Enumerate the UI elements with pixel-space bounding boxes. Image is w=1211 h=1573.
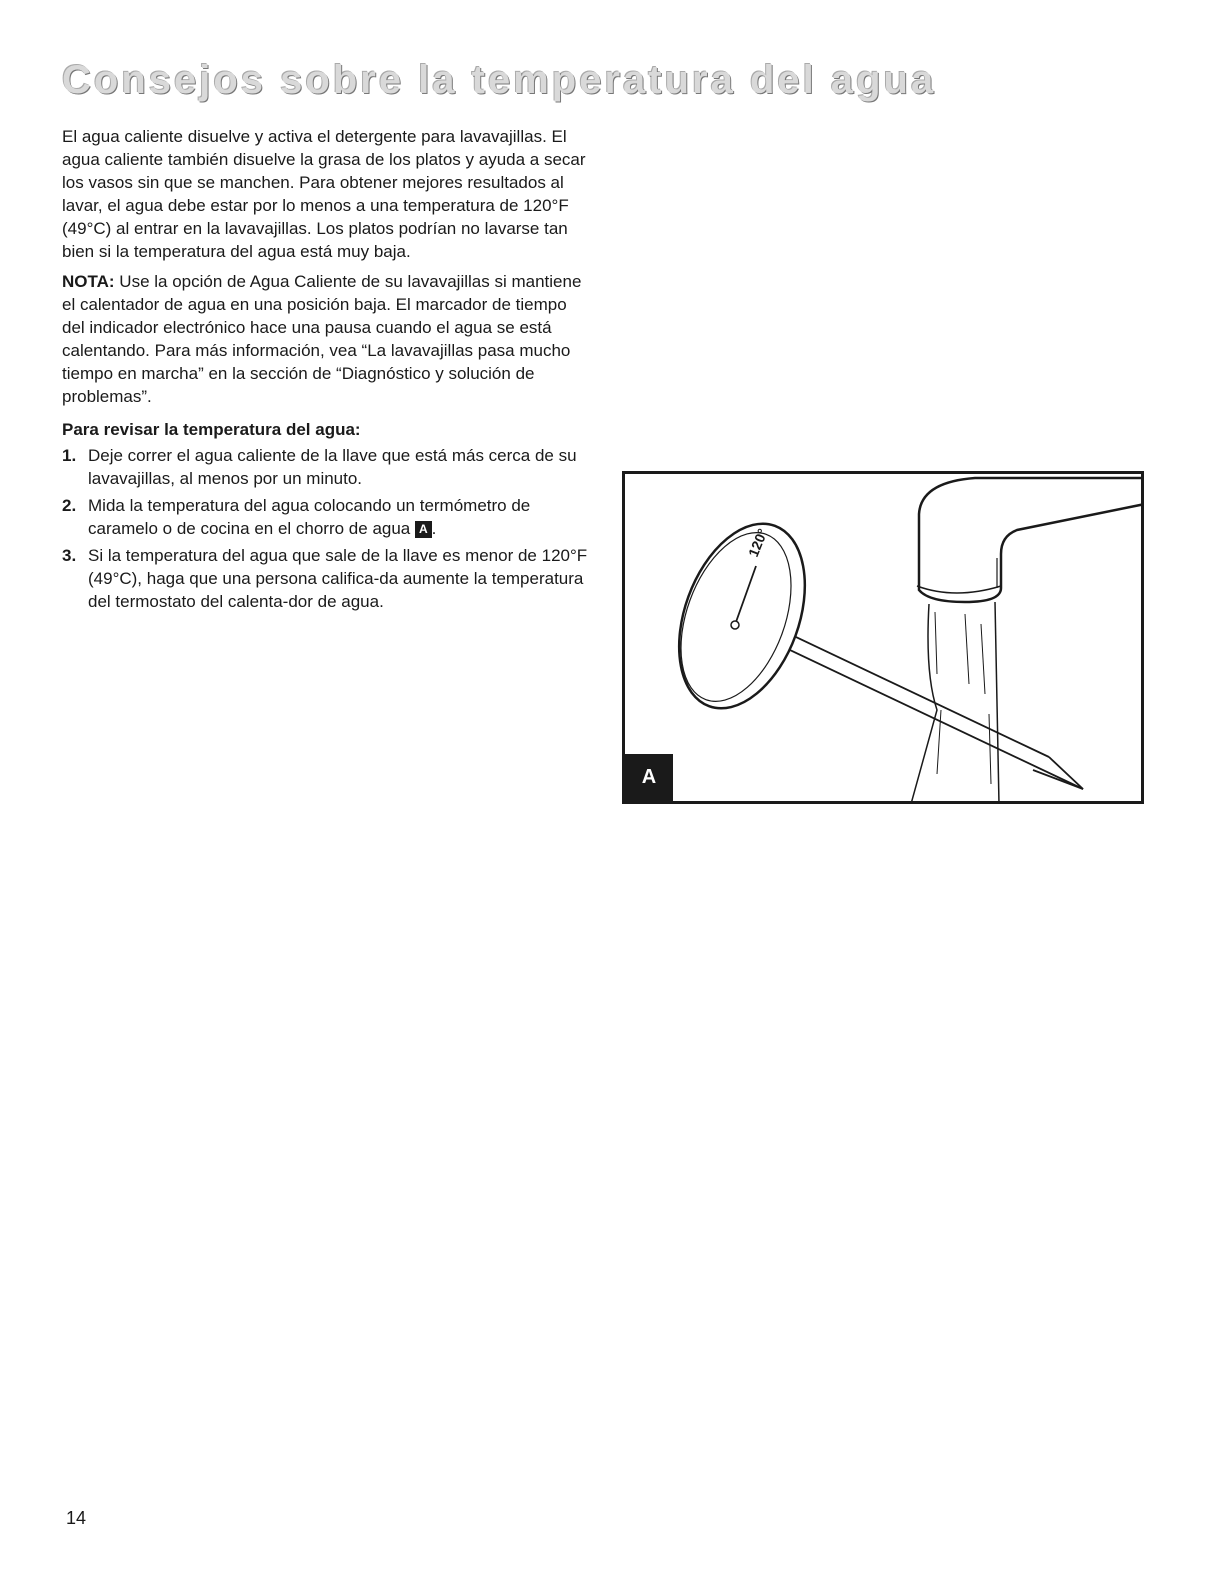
step-number: 3. [62,546,77,565]
step-text: Si la temperatura del agua que sale de la llave es menor de 120°F (49°C), haga que una persona califica-da aumente la temperatura del termostato del calenta-dor de agua. [88,546,588,611]
body-text [62,125,592,617]
note-label: NOTA: [62,272,115,291]
step-text: Deje correr el agua caliente de la llave que está más cerca de su lavavajillas, al menos por un minuto. [88,446,577,488]
list-item [62,444,592,490]
intro-paragraph: El agua caliente disuelve y activa el detergente para lavavajillas. El agua caliente también disuelve la grasa de los platos y ayuda a secar los vasos sin que se manchen. Para obtener mejores resultados al lavar, el agua debe estar por lo menos a una temperatura de 120°F (49°C) al entrar en la lavavajillas. Los platos podrían no lavarse tan bien si la temperatura del agua está muy baja. [62,127,586,261]
dial-reading: 120° [744,526,771,560]
page-number: 14 [66,1508,87,1528]
step-number: 1. [62,446,77,465]
thermometer-dial [656,506,829,725]
steps-list [62,444,592,613]
note-text: Use la opción de Agua Caliente de su lavavajillas si mantiene el calentador de agua en una posición baja. El marcador de tiempo del indicador electrónico hace una pausa cuando el agua se está calentando. Para más información, vea “La lavavajillas pasa mucho tiempo en marcha” en la sección de “Diagnóstico y solución de problemas”. [62,272,582,406]
note-paragraph [62,270,592,408]
figure-label: A [625,754,673,801]
check-heading: Para revisar la temperatura del agua: [62,420,361,439]
list-item [62,544,592,613]
page-title: Consejos sobre la temperatura del agua [62,58,937,102]
step-number: 2. [62,496,77,515]
step-text: Mida la temperatura del agua colocando un termómetro de caramelo o de cocina en el chorro de agua [88,496,531,538]
figure-ref-badge: A [415,521,432,538]
step-text-end: . [431,519,437,538]
thermometer-faucet-illustration [625,474,1141,801]
list-item [62,494,592,540]
figure-thermometer [622,471,1144,804]
faucet-spout [919,478,1141,602]
